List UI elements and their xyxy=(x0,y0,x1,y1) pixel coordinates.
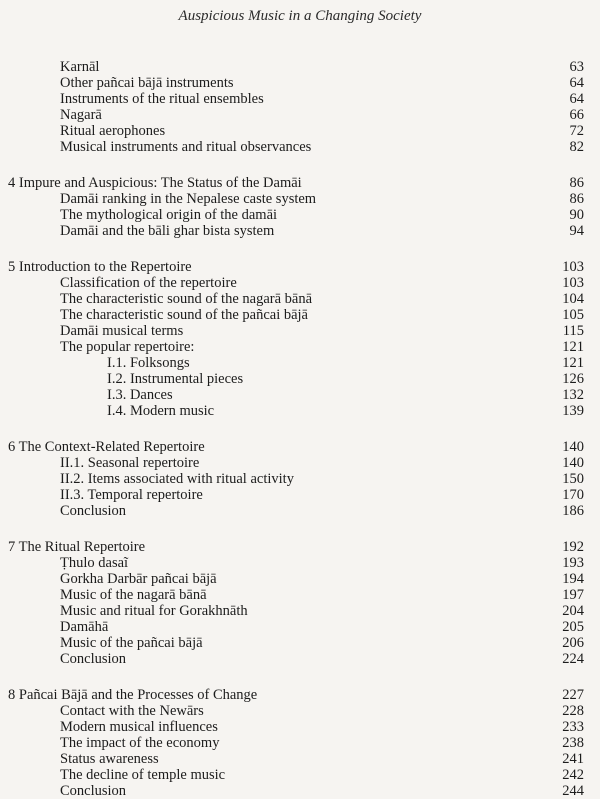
toc-page-number: 63 xyxy=(569,59,584,75)
toc-page-number: 206 xyxy=(562,635,584,651)
toc-entry xyxy=(0,371,600,387)
toc-entry-title: II.2. Items associated with ritual activity xyxy=(60,471,294,487)
toc-section xyxy=(0,59,600,155)
toc-entry xyxy=(0,403,600,419)
toc-entry-title: 7 The Ritual Repertoire xyxy=(8,539,146,555)
toc-page-number: 193 xyxy=(562,555,584,571)
toc-chapter-entry xyxy=(0,687,600,703)
toc-entry xyxy=(0,603,600,619)
toc-entry xyxy=(0,355,600,371)
toc-page-number: 227 xyxy=(562,687,584,703)
toc-page-number: 204 xyxy=(562,603,584,619)
toc-entry xyxy=(0,139,600,155)
toc-section xyxy=(0,175,600,239)
toc-entry xyxy=(0,339,600,355)
toc-entry-title: Damāi musical terms xyxy=(60,323,184,339)
toc-page-number: 197 xyxy=(562,587,584,603)
toc-page-number: 170 xyxy=(562,487,584,503)
toc-entry-title: 6 The Context-Related Repertoire xyxy=(8,439,205,455)
toc-entry xyxy=(0,487,600,503)
toc-chapter-entry xyxy=(0,259,600,275)
toc-entry-title: Instruments of the ritual ensembles xyxy=(60,91,264,107)
toc-entry xyxy=(0,107,600,123)
toc-entry xyxy=(0,275,600,291)
toc-entry xyxy=(0,571,600,587)
toc-page-number: 121 xyxy=(562,339,584,355)
toc-entry xyxy=(0,587,600,603)
toc-entry xyxy=(0,635,600,651)
toc-entry xyxy=(0,191,600,207)
toc-entry xyxy=(0,751,600,767)
toc-entry-title: I.3. Dances xyxy=(107,387,173,403)
toc-page-number: 186 xyxy=(562,503,584,519)
toc-page-number: 104 xyxy=(562,291,584,307)
toc-entry-title: Classification of the repertoire xyxy=(60,275,237,291)
toc-entry xyxy=(0,387,600,403)
toc-entry xyxy=(0,783,600,799)
toc-entry-title: II.3. Temporal repertoire xyxy=(60,487,203,503)
toc-page-number: 82 xyxy=(569,139,584,155)
toc-page-number: 140 xyxy=(562,439,584,455)
toc-entry-title: The popular repertoire: xyxy=(60,339,195,355)
toc-page-number: 121 xyxy=(562,355,584,371)
toc-page-number: 244 xyxy=(562,783,584,799)
toc-entry-title: Conclusion xyxy=(60,783,127,799)
toc-page-number: 139 xyxy=(562,403,584,419)
toc-entry-title: Modern musical influences xyxy=(60,719,218,735)
toc-entry xyxy=(0,455,600,471)
toc-page-number: 64 xyxy=(569,75,584,91)
toc-chapter-entry xyxy=(0,539,600,555)
toc-entry xyxy=(0,619,600,635)
toc-page-number: 192 xyxy=(562,539,584,555)
toc-entry-title: Music and ritual for Gorakhnāth xyxy=(60,603,248,619)
toc-entry-title: 4 Impure and Auspicious: The Status of the Damāi xyxy=(8,175,302,191)
toc-page-number: 233 xyxy=(562,719,584,735)
toc-entry xyxy=(0,323,600,339)
toc-entry-title: 8 Pañcai Bājā and the Processes of Change xyxy=(8,687,258,703)
toc-entry-title: Music of the nagarā bānā xyxy=(60,587,207,603)
toc-entry xyxy=(0,555,600,571)
running-header: Auspicious Music in a Changing Society xyxy=(178,8,422,24)
toc-entry xyxy=(0,735,600,751)
toc-page-number: 241 xyxy=(562,751,584,767)
toc-page-number: 105 xyxy=(562,307,584,323)
toc-entry xyxy=(0,59,600,75)
toc-entry-title: Conclusion xyxy=(60,503,127,519)
toc-chapter-entry xyxy=(0,439,600,455)
toc-entry xyxy=(0,123,600,139)
toc-entry-title: 5 Introduction to the Repertoire xyxy=(8,259,192,275)
toc-entry-title: Musical instruments and ritual observances xyxy=(60,139,312,155)
toc-entry xyxy=(0,651,600,667)
toc-entry-title: Music of the pañcai bājā xyxy=(60,635,203,651)
table-of-contents xyxy=(0,59,600,799)
section-spacer xyxy=(0,519,600,539)
toc-entry-title: II.1. Seasonal repertoire xyxy=(60,455,200,471)
toc-entry xyxy=(0,291,600,307)
toc-page-number: 242 xyxy=(562,767,584,783)
toc-entry xyxy=(0,703,600,719)
toc-entry xyxy=(0,503,600,519)
toc-entry-title: Ritual aerophones xyxy=(60,123,166,139)
toc-section xyxy=(0,539,600,667)
toc-entry-title: The impact of the economy xyxy=(60,735,220,751)
toc-entry-title: Contact with the Newārs xyxy=(60,703,204,719)
toc-entry xyxy=(0,471,600,487)
toc-entry-title: Damāi and the bāli ghar bista system xyxy=(60,223,275,239)
toc-section xyxy=(0,687,600,799)
toc-entry-title: Gorkha Darbār pañcai bājā xyxy=(60,571,217,587)
toc-entry-title: The mythological origin of the damāi xyxy=(60,207,278,223)
toc-page-number: 150 xyxy=(562,471,584,487)
toc-entry-title: I.1. Folksongs xyxy=(107,355,190,371)
toc-page-number: 205 xyxy=(562,619,584,635)
toc-entry-title: Ṭhulo dasaĩ xyxy=(60,555,129,571)
toc-entry-title: The characteristic sound of the pañcai bājā xyxy=(60,307,308,323)
toc-entry xyxy=(0,223,600,239)
toc-section xyxy=(0,439,600,519)
toc-entry xyxy=(0,767,600,783)
toc-entry-title: The characteristic sound of the nagarā bānā xyxy=(60,291,313,307)
toc-entry-title: The decline of temple music xyxy=(60,767,226,783)
toc-entry-title: Status awareness xyxy=(60,751,159,767)
toc-entry-title: Damāi ranking in the Nepalese caste system xyxy=(60,191,317,207)
toc-page-number: 238 xyxy=(562,735,584,751)
section-spacer xyxy=(0,419,600,439)
toc-entry xyxy=(0,75,600,91)
toc-page-number: 94 xyxy=(569,223,584,239)
toc-entry-title: Nagarā xyxy=(60,107,102,123)
section-spacer xyxy=(0,667,600,687)
toc-entry-title: Damāhā xyxy=(60,619,109,635)
toc-page-number: 194 xyxy=(562,571,584,587)
toc-entry-title: Other pañcai bājā instruments xyxy=(60,75,234,91)
toc-page-number: 86 xyxy=(569,191,584,207)
toc-page-number: 103 xyxy=(562,275,584,291)
toc-entry-title: I.2. Instrumental pieces xyxy=(107,371,244,387)
toc-page-number: 228 xyxy=(562,703,584,719)
toc-entry xyxy=(0,207,600,223)
toc-entry-title: Conclusion xyxy=(60,651,127,667)
section-spacer xyxy=(0,155,600,175)
section-spacer xyxy=(0,239,600,259)
toc-page-number: 64 xyxy=(569,91,584,107)
toc-page-number: 90 xyxy=(569,207,584,223)
toc-page-number: 132 xyxy=(562,387,584,403)
toc-page-number: 86 xyxy=(569,175,584,191)
toc-page-number: 224 xyxy=(562,651,584,667)
toc-chapter-entry xyxy=(0,175,600,191)
toc-entry xyxy=(0,719,600,735)
toc-page-number: 140 xyxy=(562,455,584,471)
toc-page-number: 103 xyxy=(562,259,584,275)
toc-entry-title: I.4. Modern music xyxy=(107,403,215,419)
toc-page-number: 66 xyxy=(569,107,584,123)
toc-page-number: 72 xyxy=(569,123,584,139)
toc-page-number: 126 xyxy=(562,371,584,387)
toc-entry xyxy=(0,307,600,323)
toc-entry xyxy=(0,91,600,107)
toc-entry-title: Karnāl xyxy=(60,59,100,75)
toc-page-number: 115 xyxy=(562,323,584,339)
toc-section xyxy=(0,259,600,419)
